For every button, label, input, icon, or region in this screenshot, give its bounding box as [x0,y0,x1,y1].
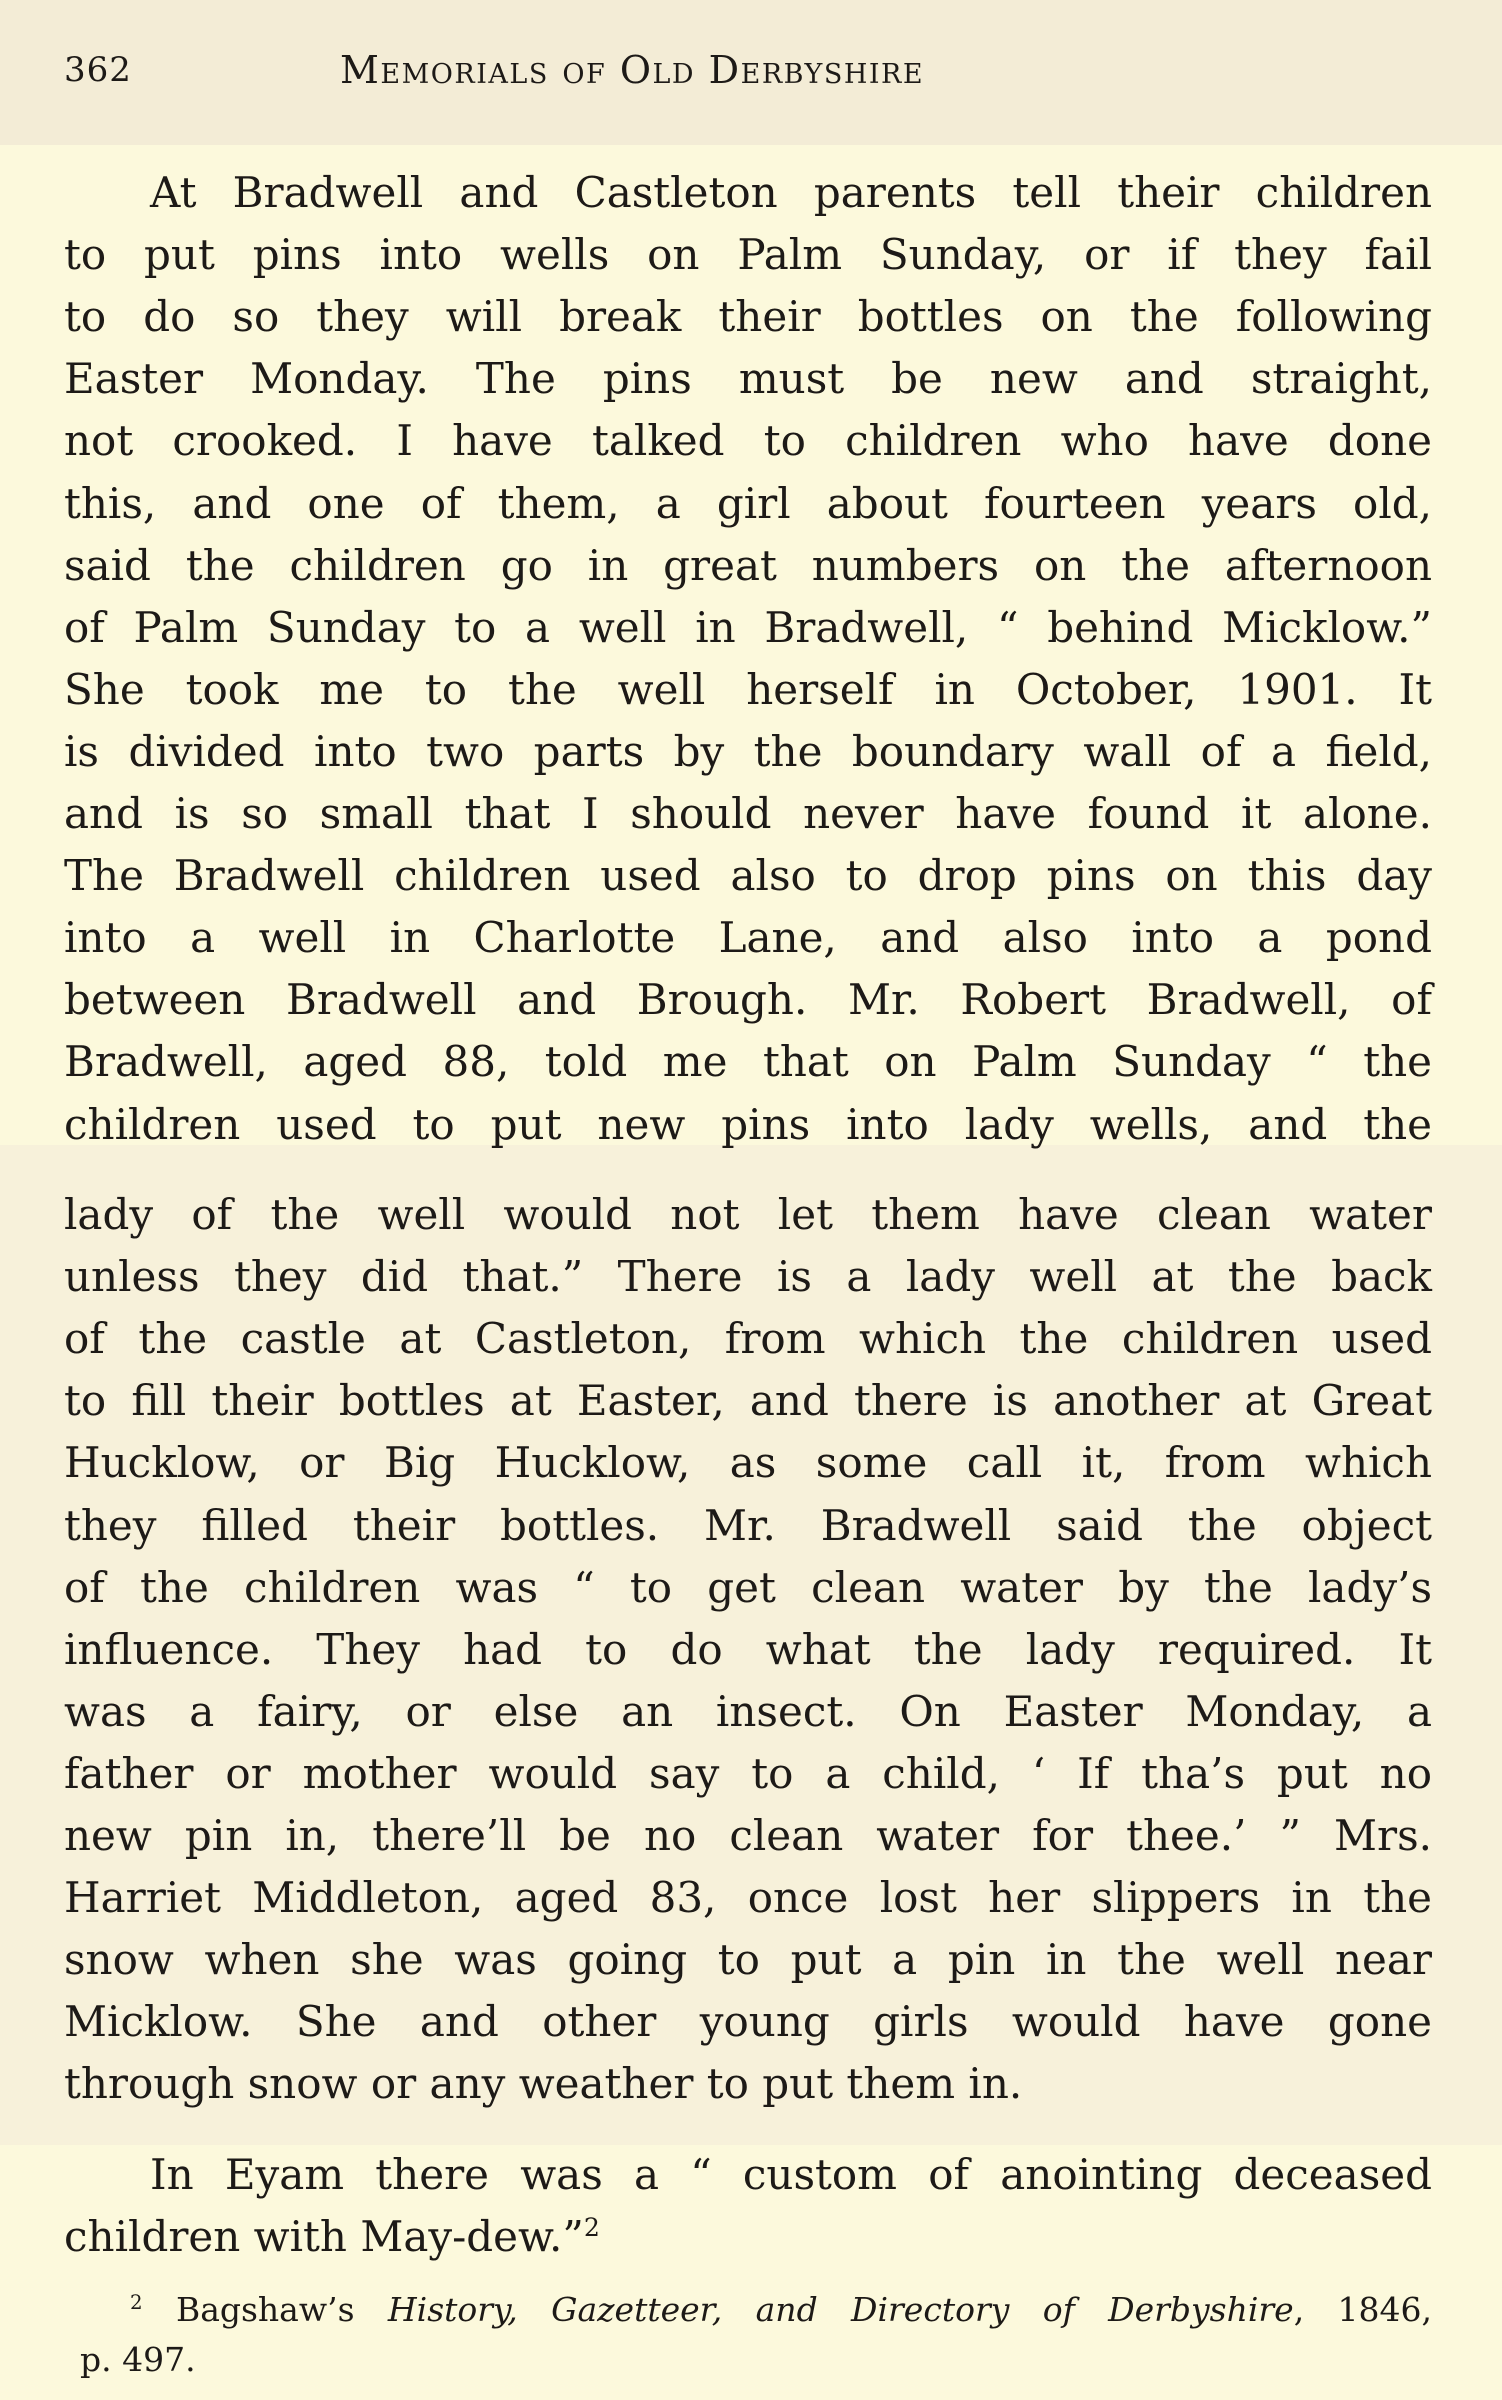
paragraph-2-text: children with May-dew.” [64,2212,584,2261]
text-line: Micklow. She and other young girls would have gone [64,1997,1432,2047]
footnote-marker: 2 [130,2291,143,2314]
text-line: not crooked. I have talked to children who have done [64,416,1432,466]
text-line: Hucklow, or Big Hucklow, as some call it, from which [64,1438,1432,1488]
text-line: Easter Monday. The pins must be new and straight, [64,354,1432,404]
text-line: was a fairy, or else an insect. On Easter Monday, a [64,1686,1432,1736]
text-line: The Bradwell children used also to drop pins on this day [64,851,1432,901]
text-line: is divided into two parts by the boundary wall of a field, [64,726,1432,776]
paragraph-2-line: In Eyam there was a “ custom of anointing deceased [150,2150,1432,2199]
text-line: Bradwell, aged 88, told me that on Palm Sunday “ the [64,1037,1432,1087]
text-line: unless they did that.” There is a lady well at the back [64,1252,1432,1302]
text-line: they filled their bottles. Mr. Bradwell said the object [64,1500,1432,1550]
text-line: She took me to the well herself in October, 1901. It [64,664,1432,714]
footnote-year: , 1846, [1293,2290,1432,2329]
text-line: Harriet Middleton, aged 83, once lost her slippers in the [64,1873,1432,1923]
text-line: to put pins into wells on Palm Sunday, or if they fail [64,230,1432,280]
footnote-reference[interactable]: 2 [583,2213,600,2242]
text-line: through snow or any weather to put them in. [64,2059,1023,2109]
footnote-title: History, Gazetteer, and Directory of Derbyshire [387,2290,1294,2329]
footnote-author: Bagshaw’s [175,2290,355,2329]
text-line: influence. They had to do what the lady required. It [64,1624,1432,1674]
text-line: said the children go in great numbers on the afternoon [64,540,1432,590]
text-line: and is so small that I should never have found it alone. [64,789,1432,838]
text-line: into a well in Charlotte Lane, and also into a pond [64,913,1432,963]
text-line: between Bradwell and Brough. Mr. Robert Bradwell, of [64,975,1432,1025]
footnote-page: p. 497. [80,2340,196,2379]
text-line: this, and one of them, a girl about fourteen years old, [64,478,1432,528]
text-line: of Palm Sunday to a well in Bradwell, “ behind Micklow.” [64,602,1432,652]
text-line: to do so they will break their bottles on the following [64,292,1432,342]
text-line: children used to put new pins into lady wells, and the [64,1099,1432,1149]
paragraph-2-line [64,2212,1432,2262]
text-line: snow when she was going to put a pin in the well near [64,1935,1432,1985]
running-title: Memorials of Old Derbyshire [340,48,925,92]
page-number: 362 [64,50,132,90]
text-line: lady of the well would not let them have clean water [64,1190,1432,1239]
text-line: to fill their bottles at Easter, and there is another at Great [64,1376,1432,1426]
footnote [130,2290,1432,2330]
text-line: of the castle at Castleton, from which the children used [64,1314,1432,1364]
text-line: At Bradwell and Castleton parents tell their children [150,168,1432,217]
text-line: new pin in, there’ll be no clean water for thee.’ ” Mrs. [64,1811,1432,1860]
text-line: of the children was “ to get clean water by the lady’s [64,1562,1432,1612]
text-line: father or mother would say to a child, ‘ If tha’s put no [64,1748,1432,1798]
